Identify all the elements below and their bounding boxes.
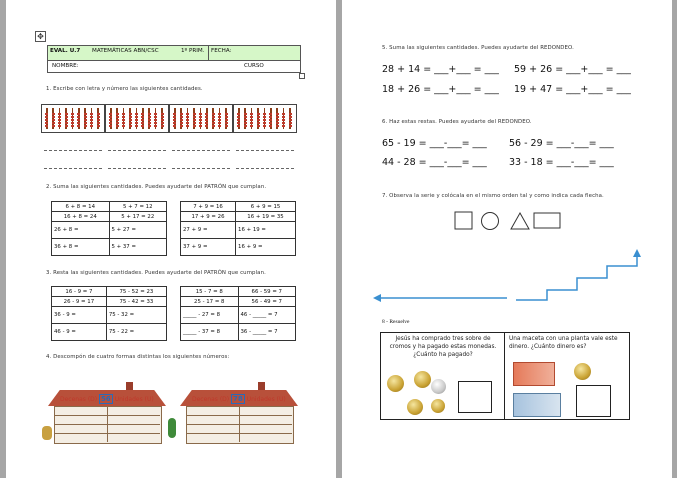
abacus-bead xyxy=(77,125,80,127)
abacus-bead xyxy=(161,125,164,127)
abacus-bead xyxy=(173,122,176,124)
abacus-bead xyxy=(225,119,228,121)
abacus-bead xyxy=(97,122,100,124)
abacus-bead xyxy=(58,113,61,115)
abacus-bead xyxy=(257,125,260,127)
units-label: Unidades xyxy=(246,396,275,403)
abacus-bead xyxy=(289,119,292,121)
abacus-bead xyxy=(154,119,157,121)
abacus-bead xyxy=(45,122,48,124)
abacus-bead xyxy=(199,125,202,127)
subtraction-exercise[interactable]: 65 - 19 = ___-___= ___ xyxy=(382,138,487,149)
abacus-bead xyxy=(161,116,164,118)
abacus-bead xyxy=(186,125,189,127)
abacus-bead xyxy=(90,119,93,121)
abacus-bead xyxy=(250,116,253,118)
abacus-bead xyxy=(154,122,157,124)
abacus-bead xyxy=(122,125,125,127)
abacus-bead xyxy=(225,122,228,124)
abacus-bead xyxy=(77,122,80,124)
abacus-bead xyxy=(257,122,260,124)
abacus-bead xyxy=(205,122,208,124)
table-move-icon[interactable]: ✥ xyxy=(35,31,46,42)
abacus-bead xyxy=(237,125,240,127)
abacus-bead xyxy=(225,125,228,127)
sum-exercise[interactable]: 18 + 26 = ___+___ = ___ xyxy=(382,84,499,95)
arrow-up-icon xyxy=(633,249,641,257)
abacus-bead xyxy=(135,113,138,115)
abacus-4 xyxy=(233,104,297,133)
house-wall xyxy=(186,406,294,444)
abacus-bead xyxy=(282,122,285,124)
arrow-paths xyxy=(372,248,642,306)
abacus-bead xyxy=(218,125,221,127)
student-header-table xyxy=(47,45,301,73)
abacus-bead xyxy=(276,125,279,127)
coin-image xyxy=(414,371,431,388)
abacus-bead xyxy=(212,125,215,127)
abacus-bead xyxy=(180,122,183,124)
abacus-bead xyxy=(148,125,151,127)
abacus-bead xyxy=(257,116,260,118)
subject-label: MATEMÁTICAS ABN/CSC xyxy=(92,48,159,54)
abacus-bead xyxy=(205,125,208,127)
abacus-bead xyxy=(77,113,80,115)
abacus-bead xyxy=(148,116,151,118)
abacus-bead xyxy=(193,113,196,115)
abacus-bead xyxy=(65,113,68,115)
abacus-bead xyxy=(212,113,215,115)
abacus-bead xyxy=(52,116,55,118)
abacus-bead xyxy=(52,122,55,124)
answer-line[interactable] xyxy=(108,150,166,152)
abacus-bead xyxy=(282,125,285,127)
question-2: 2. Suma las siguientes cantidades. Puedes ayudarte del PATRÓN que cumplan. xyxy=(46,184,267,190)
abacus-bead xyxy=(218,119,221,121)
abacus-bead xyxy=(269,125,272,127)
problem-1-text: Jesús ha comprado tres sobre de cromos y ha pagado estas monedas. ¿Cuánto ha pagado? xyxy=(389,336,497,358)
abacus-bead xyxy=(116,113,119,115)
abacus-bead xyxy=(129,116,132,118)
table-resize-handle[interactable] xyxy=(299,73,305,79)
date-label: FECHA: xyxy=(211,48,232,54)
abacus-bead xyxy=(148,113,151,115)
abacus-bead xyxy=(276,122,279,124)
abacus-bead xyxy=(269,116,272,118)
units-label: Unidades xyxy=(114,396,143,403)
abacus-bead xyxy=(263,122,266,124)
question-7: 7. Observa la serie y colócala en el mismo orden tal y como indica cada flecha. xyxy=(382,193,604,199)
abacus-bead xyxy=(109,125,112,127)
abacus-bead xyxy=(116,116,119,118)
abacus-bead xyxy=(269,122,272,124)
abacus-bead xyxy=(218,116,221,118)
answer-line[interactable] xyxy=(236,150,294,152)
abacus-bead xyxy=(84,122,87,124)
abacus-bead xyxy=(186,113,189,115)
sum-exercise[interactable]: 59 + 26 = ___+___ = ___ xyxy=(514,64,631,75)
problem-2-text: Una maceta con una planta vale este dinero. ¿Cuánto dinero es? xyxy=(509,336,618,350)
abacus-bead xyxy=(173,116,176,118)
abacus-bead xyxy=(65,122,68,124)
abacus-bead xyxy=(97,125,100,127)
abacus-bead xyxy=(199,116,202,118)
abacus-bead xyxy=(45,116,48,118)
abacus-bead xyxy=(173,125,176,127)
circle-shape xyxy=(482,213,499,230)
abacus-bead xyxy=(97,119,100,121)
subtraction-table-2: 15 - 7 = 8 66 - 59 = 7 25 - 17 = 8 56 - 49 = 7 _____ - 27 = 8 46 - _____ = 7 _____ - 37 = 8 36 - _____ = 7 xyxy=(180,286,296,341)
abacus-bead xyxy=(97,113,100,115)
abacus-bead xyxy=(282,113,285,115)
abacus-bead xyxy=(212,119,215,121)
abacus-bead xyxy=(186,116,189,118)
abacus-bead xyxy=(276,119,279,121)
abacus-bead xyxy=(71,122,74,124)
worksheet-page-2 xyxy=(342,0,672,478)
addition-table-2: 7 + 9 = 16 6 + 9 = 15 17 + 9 = 26 16 + 19 = 35 27 + 9 = 16 + 19 = 37 + 9 = 16 + 9 = xyxy=(180,201,296,256)
abacus-bead xyxy=(289,116,292,118)
abacus-bead xyxy=(129,119,132,121)
question-6: 6. Haz estas restas. Puedes ayudarte del REDONDEO. xyxy=(382,119,532,125)
abacus-bead xyxy=(186,119,189,121)
subtraction-table-1: 16 - 9 = 7 75 - 52 = 23 26 - 9 = 17 75 - 42 = 33 36 - 9 = 75 - 32 = 46 - 9 = 75 - 22 = xyxy=(51,286,167,341)
abacus-bead xyxy=(154,116,157,118)
subtraction-exercise[interactable]: 44 - 28 = ___-___= ___ xyxy=(382,157,487,168)
abacus-bead xyxy=(71,116,74,118)
abacus-bead xyxy=(77,116,80,118)
abacus-bead xyxy=(180,119,183,121)
abacus-bead xyxy=(90,116,93,118)
banknote-5-image xyxy=(513,393,561,417)
abacus-bead xyxy=(173,113,176,115)
abacus-bead xyxy=(205,116,208,118)
abacus-bead xyxy=(244,122,247,124)
abacus-bead xyxy=(109,122,112,124)
abacus-bead xyxy=(180,125,183,127)
abacus-bead xyxy=(193,125,196,127)
abacus-bead xyxy=(148,119,151,121)
answer-line[interactable] xyxy=(172,168,230,170)
abacus-1 xyxy=(41,104,105,133)
place-value-house-1: Decenas (D) 56 Unidades (U) xyxy=(48,382,166,442)
place-value-house-2: Decenas (D) 78 Unidades (U) xyxy=(180,382,298,442)
answer-line[interactable] xyxy=(108,168,166,170)
abacus-bead xyxy=(90,125,93,127)
abacus-bead xyxy=(58,125,61,127)
abacus-bead xyxy=(65,116,68,118)
abacus-bead xyxy=(58,122,61,124)
abacus-bead xyxy=(263,113,266,115)
abacus-bead xyxy=(135,119,138,121)
abacus-bead xyxy=(141,119,144,121)
staircase-arrow xyxy=(516,256,637,300)
abacus-bead xyxy=(154,125,157,127)
shape-series xyxy=(454,211,564,231)
abacus-bead xyxy=(129,113,132,115)
abacus-bead xyxy=(122,116,125,118)
cactus-decoration xyxy=(168,418,176,438)
abacus-bead xyxy=(263,116,266,118)
abacus-bead xyxy=(250,122,253,124)
abacus-bead xyxy=(52,119,55,121)
house-wall xyxy=(54,406,162,444)
abacus-bead xyxy=(250,119,253,121)
question-5: 5. Suma las siguientes cantidades. Puedes ayudarte del REDONDEO. xyxy=(382,45,574,51)
abacus-bead xyxy=(205,113,208,115)
word-problems-table xyxy=(380,332,630,420)
abacus-bead xyxy=(161,119,164,121)
abacus-bead xyxy=(116,122,119,124)
abacus-bead xyxy=(205,119,208,121)
house-number: 78 xyxy=(233,395,243,403)
question-8: 8 - Resuelve xyxy=(382,319,410,325)
abacus-bead xyxy=(263,125,266,127)
abacus-bead xyxy=(193,119,196,121)
banknote-10-image xyxy=(513,362,555,386)
worksheet-page-1 xyxy=(6,0,336,478)
abacus-bead xyxy=(116,125,119,127)
abacus-bead xyxy=(257,113,260,115)
abacus-bead xyxy=(237,119,240,121)
abacus-bead xyxy=(276,113,279,115)
abacus-bead xyxy=(244,119,247,121)
abacus-bead xyxy=(90,122,93,124)
abacus-bead xyxy=(84,125,87,127)
abacus-bead xyxy=(199,119,202,121)
abacus-bead xyxy=(122,113,125,115)
abacus-bead xyxy=(289,113,292,115)
abacus-bead xyxy=(282,116,285,118)
abacus-bead xyxy=(109,119,112,121)
abacus-bead xyxy=(282,119,285,121)
abacus-bead xyxy=(65,119,68,121)
abacus-bead xyxy=(148,122,151,124)
abacus-bead xyxy=(276,116,279,118)
abacus-bead xyxy=(135,122,138,124)
abacus-bead xyxy=(141,122,144,124)
abacus-bead xyxy=(199,122,202,124)
abacus-bead xyxy=(141,116,144,118)
coin-image xyxy=(431,399,445,413)
abacus-bead xyxy=(161,113,164,115)
abacus-bead xyxy=(225,113,228,115)
abacus-bead xyxy=(45,119,48,121)
abacus-bead xyxy=(212,116,215,118)
abacus-bead xyxy=(269,113,272,115)
eval-label: EVAL. U.7 xyxy=(50,48,81,54)
abacus-bead xyxy=(129,125,132,127)
question-1: 1. Escribe con letra y número las siguientes cantidades. xyxy=(46,86,203,92)
abacus-bead xyxy=(52,113,55,115)
abacus-bead xyxy=(65,125,68,127)
abacus-bead xyxy=(161,122,164,124)
abacus-bead xyxy=(244,125,247,127)
abacus-bead xyxy=(225,116,228,118)
triangle-shape xyxy=(511,213,529,229)
abacus-bead xyxy=(218,113,221,115)
abacus-bead xyxy=(129,122,132,124)
abacus-bead xyxy=(52,125,55,127)
answer-box[interactable] xyxy=(458,381,492,413)
question-4: 4. Descompón de cuatro formas distintas los siguientes números: xyxy=(46,354,230,360)
abacus-bead xyxy=(141,125,144,127)
abacus-bead xyxy=(237,113,240,115)
house-number: 56 xyxy=(101,395,111,403)
sum-exercise[interactable]: 19 + 47 = ___+___ = ___ xyxy=(514,84,631,95)
abacus-bead xyxy=(289,122,292,124)
abacus-bead xyxy=(218,122,221,124)
abacus-bead xyxy=(71,119,74,121)
abacus-bead xyxy=(199,113,202,115)
addition-table-1: 6 + 8 = 14 5 + 7 = 12 16 + 8 = 24 5 + 17 = 22 26 + 8 = 5 + 27 = 36 + 8 = 5 + 37 = xyxy=(51,201,167,256)
abacus-bead xyxy=(244,113,247,115)
question-3: 3. Resta las siguientes cantidades. Puedes ayudarte del PATRÓN que cumplan. xyxy=(46,270,266,276)
abacus-2 xyxy=(105,104,169,133)
answer-line[interactable] xyxy=(172,150,230,152)
abacus-bead xyxy=(154,113,157,115)
abacus-bead xyxy=(90,113,93,115)
arrow-left-icon xyxy=(373,294,381,302)
abacus-bead xyxy=(116,119,119,121)
sum-exercise[interactable]: 28 + 14 = ___+___ = ___ xyxy=(382,64,499,75)
coin-image xyxy=(574,363,591,380)
answer-line[interactable] xyxy=(44,168,102,170)
abacus-bead xyxy=(250,125,253,127)
tens-label: Decenas xyxy=(60,396,86,403)
abacus-bead xyxy=(58,119,61,121)
name-label: NOMBRE: xyxy=(52,63,79,69)
coin-image xyxy=(407,399,423,415)
abacus-bead xyxy=(180,116,183,118)
abacus-bead xyxy=(263,119,266,121)
coin-image xyxy=(431,379,446,394)
subtraction-exercise[interactable]: 33 - 18 = ___-___= ___ xyxy=(509,157,614,168)
abacus-bead xyxy=(45,113,48,115)
abacus-bead xyxy=(250,113,253,115)
answer-box[interactable] xyxy=(576,385,611,417)
problem-2 xyxy=(505,333,629,419)
answer-line[interactable] xyxy=(236,168,294,170)
abacus-bead xyxy=(173,119,176,121)
abacus-bead xyxy=(141,113,144,115)
abacus-bead xyxy=(135,125,138,127)
abacus-bead xyxy=(45,125,48,127)
abacus-bead xyxy=(257,119,260,121)
tens-label: Decenas xyxy=(192,396,218,403)
abacus-bead xyxy=(237,122,240,124)
abacus-bead xyxy=(289,125,292,127)
rectangle-shape xyxy=(534,213,560,228)
problem-1 xyxy=(381,333,505,419)
gnome-decoration xyxy=(42,426,52,440)
abacus-bead xyxy=(135,116,138,118)
abacus-bead xyxy=(186,122,189,124)
abacus-bead xyxy=(193,116,196,118)
grade-label: 1º PRIM. xyxy=(181,48,205,54)
abacus-bead xyxy=(244,116,247,118)
abacus-bead xyxy=(77,119,80,121)
abacus-bead xyxy=(122,119,125,121)
answer-line[interactable] xyxy=(44,150,102,152)
abacus-bead xyxy=(109,116,112,118)
abacus-bead xyxy=(237,116,240,118)
abacus-bead xyxy=(84,116,87,118)
abacus-bead xyxy=(84,119,87,121)
subtraction-exercise[interactable]: 56 - 29 = ___-___= ___ xyxy=(509,138,614,149)
square-shape xyxy=(455,212,472,229)
abacus-bead xyxy=(84,113,87,115)
abacus-bead xyxy=(122,122,125,124)
abacus-bead xyxy=(71,113,74,115)
abacus-bead xyxy=(193,122,196,124)
abacus-bead xyxy=(109,113,112,115)
coin-image xyxy=(387,375,404,392)
abacus-bead xyxy=(180,113,183,115)
abacus-bead xyxy=(212,122,215,124)
abacus-bead xyxy=(58,116,61,118)
course-label: CURSO xyxy=(244,63,264,69)
abacus-bead xyxy=(269,119,272,121)
abacus-bead xyxy=(71,125,74,127)
abacus-3 xyxy=(169,104,233,133)
abacus-bead xyxy=(97,116,100,118)
